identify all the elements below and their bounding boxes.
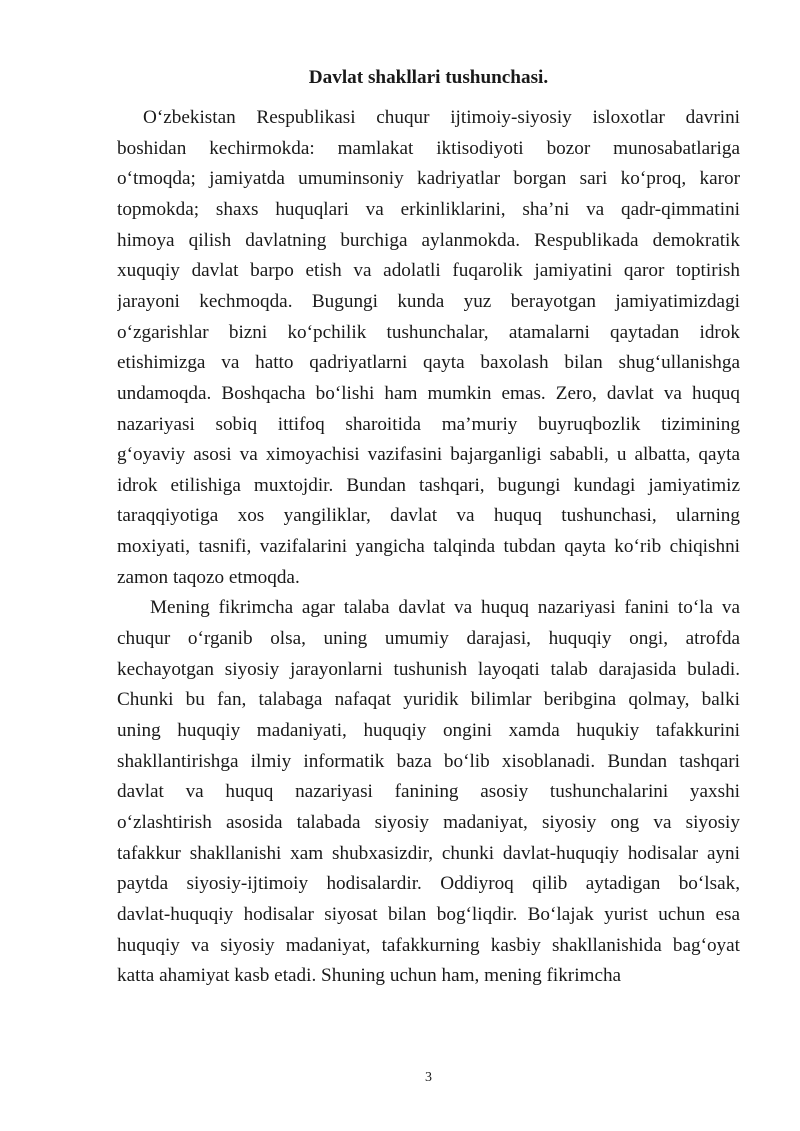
paragraph-1-line: idrok etilishiga muxtojdir. Bundan tashqari, bugungi kundagi jamiyatimiz — [117, 474, 740, 496]
paragraph-1-line: zamon taqozo etmoqda. — [117, 566, 300, 588]
paragraph-2-line: shakllantirishga ilmiy informatik baza bo‘lib xisoblanadi. Bundan tashqari — [117, 750, 740, 772]
paragraph-2-line: Chunki bu fan, talabaga nafaqat yuridik bilimlar beribgina qolmay, balki — [117, 689, 740, 711]
document-title: Davlat shakllari tushunchasi. — [308, 67, 549, 88]
paragraph-2-line: chuqur o‘rganib olsa, uning umumiy darajasi, huquqiy ongi, atrofda — [117, 628, 740, 649]
paragraph-1-line: boshidan kechirmokda: mamlakat iktisodiyoti bozor munosabatlariga — [117, 137, 740, 159]
paragraph-2-line: davlat-huquqiy hodisalar siyosat bilan bog‘liqdir. Bo‘lajak yurist uchun esa — [117, 903, 740, 925]
paragraph-2-line: tafakkur shakllanishi xam shubxasizdir, chunki davlat-huquqiy hodisalar ayni — [117, 842, 740, 864]
paragraph-2-line: paytda siyosiy-ijtimoiy hodisalardir. Oddiyroq qilib aytadigan bo‘lsak, — [117, 873, 740, 895]
page-number: 3 — [425, 1070, 432, 1085]
paragraph-2-line: kechayotgan siyosiy jarayonlarni tushunish layoqati talab darajasida buladi. — [117, 658, 740, 680]
paragraph-1-line: o‘zgarishlar bizni ko‘pchilik tushunchalar, atamalarni qaytadan idrok — [117, 321, 740, 343]
paragraph-1-line: g‘oyaviy asosi va ximoyachisi vazifasini bajarganligi sababli, u albatta, qayta — [117, 444, 740, 466]
paragraph-1-line: jarayoni kechmoqda. Bugungi kunda yuz berayotgan jamiyatimizdagi — [117, 290, 740, 312]
paragraph-1-line: topmokda; shaxs huquqlari va erkinliklarini, sha’ni va qadr-qimmatini — [117, 198, 740, 220]
paragraph-1-line: O‘zbekistan Respublikasi chuqur ijtimoiy-siyosiy isloxotlar davrini — [143, 107, 740, 128]
paragraph-1-line: undamoqda. Boshqacha bo‘lishi ham mumkin emas. Zero, davlat va huquq — [117, 382, 740, 404]
paragraph-1-line: taraqqiyotiga xos yangiliklar, davlat va huquq tushunchasi, ularning — [117, 505, 740, 527]
paragraph-1-line: moxiyati, tasnifi, vazifalarini yangicha talqinda tubdan qayta ko‘rib chiqishni — [117, 536, 740, 558]
paragraph-1-line: o‘tmoqda; jamiyatda umuminsoniy kadriyatlar borgan sari ko‘proq, karor — [117, 168, 740, 190]
paragraph-2-line: katta ahamiyat kasb etadi. Shuning uchun ham, mening fikrimcha — [117, 965, 622, 987]
paragraph-1-line: himoya qilish davlatning burchiga aylanmokda. Respublikada demokratik — [117, 229, 740, 251]
paragraph-2-line: davlat va huquq nazariyasi fanining asosiy tushunchalarini yaxshi — [117, 781, 740, 803]
paragraph-1-line: etishimizga va hatto qadriyatlarni qayta baxolash bilan shug‘ullanishga — [117, 352, 740, 374]
paragraph-2-line: uning huquqiy madaniyati, huquqiy ongini xamda huqukiy tafakkurini — [117, 720, 740, 741]
document-page — [117, 0, 740, 1131]
paragraph-1-line: xuquqiy davlat barpo etish va adolatli fuqarolik jamiyatini qaror toptirish — [117, 260, 740, 282]
paragraph-2-line: Mening fikrimcha agar talaba davlat va huquq nazariyasi fanini to‘la va — [150, 597, 740, 619]
paragraph-2-line: o‘zlashtirish asosida talabada siyosiy madaniyat, siyosiy ong va siyosiy — [117, 811, 740, 833]
paragraph-2-line: huquqiy va siyosiy madaniyat, tafakkurning kasbiy shakllanishida bag‘oyat — [117, 934, 740, 956]
paragraph-1-line: nazariyasi sobiq ittifoq sharoitida ma’muriy buyruqbozlik tizimining — [117, 413, 740, 435]
